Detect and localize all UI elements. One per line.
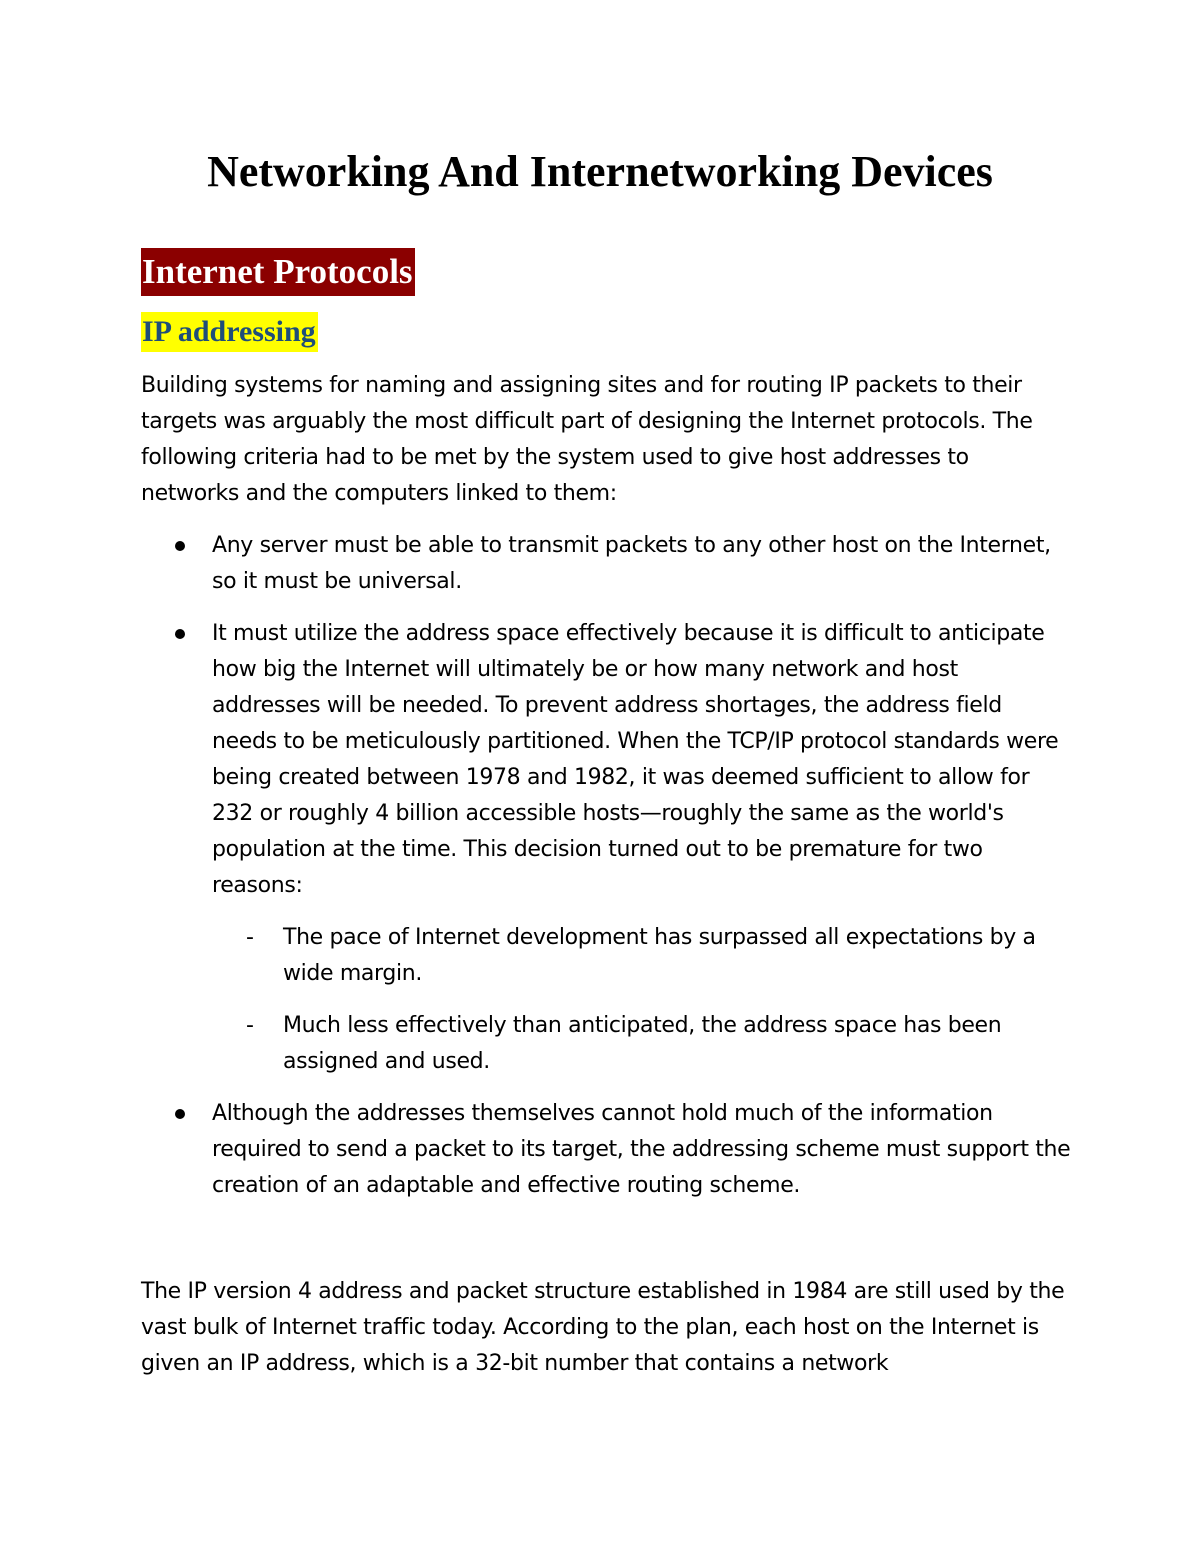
dash-icon: - bbox=[246, 1013, 254, 1038]
bullet-icon bbox=[175, 541, 185, 551]
section-heading bbox=[141, 248, 415, 296]
sub-list-item bbox=[212, 920, 1071, 992]
sub-list bbox=[212, 920, 1071, 1080]
intro-paragraph: Building systems for naming and assigning sites and for routing IP packets to their targets was arguably the most difficult part of designing the Internet protocols. The following criteria had to be met by the system used to give host addresses to networks and the computers linked to them: bbox=[141, 373, 1033, 506]
list-item-text: Any server must be able to transmit packets to any other host on the Internet, so it must be universal. bbox=[212, 533, 1051, 594]
list-item-text: It must utilize the address space effectively because it is difficult to anticipate how big the Internet will ultimately be or how many network and host addresses will be needed. To prevent address shortages, the address field needs to be meticulously partitioned. When the TCP/IP protocol standards were being created between 1978 and 1982, it was deemed sufficient to allow for 232 or roughly 4 billion accessible hosts—roughly the same as the world's population at the time. This decision turned out to be premature for two reasons: bbox=[212, 621, 1059, 898]
list-item bbox=[141, 1096, 1071, 1204]
sub-list-item-text: Much less effectively than anticipated, the address space has been assigned and used. bbox=[283, 1013, 1002, 1074]
bullet-icon bbox=[175, 629, 185, 639]
dash-icon: - bbox=[246, 925, 254, 950]
subsection-heading bbox=[141, 312, 318, 352]
sub-list-item bbox=[212, 1008, 1071, 1080]
page-title: Networking And Internetworking Devices bbox=[207, 147, 993, 196]
sub-list-item-text: The pace of Internet development has surpassed all expectations by a wide margin. bbox=[283, 925, 1036, 986]
subsection-heading-text: IP addressing bbox=[141, 312, 318, 352]
final-paragraph: The IP version 4 address and packet structure established in 1984 are still used by the vast bulk of Internet traffic today. According to the plan, each host on the Internet is given an IP address, which is a 32-bit number that contains a network bbox=[141, 1279, 1065, 1376]
list-item-text: Although the addresses themselves cannot hold much of the information required to send a packet to its target, the addressing scheme must support the creation of an adaptable and effective routing scheme. bbox=[212, 1101, 1071, 1198]
list-item bbox=[141, 616, 1071, 1080]
section-heading-text: Internet Protocols bbox=[141, 248, 415, 296]
list-item bbox=[141, 528, 1071, 600]
criteria-list bbox=[141, 528, 1071, 1220]
bullet-icon bbox=[175, 1109, 185, 1119]
